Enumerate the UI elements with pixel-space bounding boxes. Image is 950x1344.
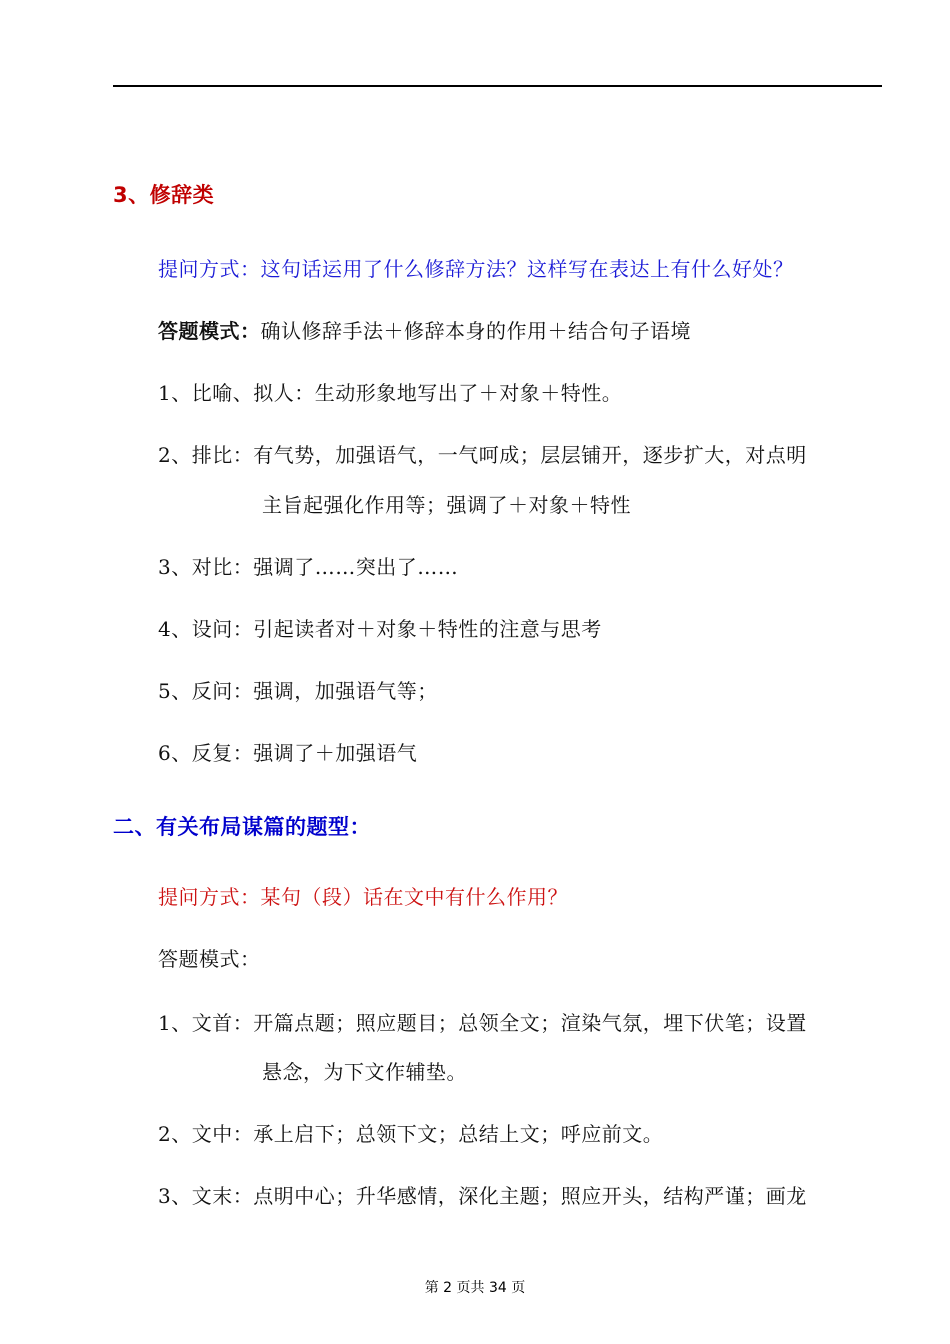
list-item: 3、文末：点明中心；升华感情，深化主题；照应开头，结构严谨；画龙 — [158, 1184, 807, 1208]
list-item: 6、反复：强调了＋加强语气 — [158, 741, 418, 765]
list-item: 3、对比：强调了……突出了…… — [158, 555, 459, 579]
list-item: 2、文中：承上启下；总领下文；总结上文；呼应前文。 — [158, 1122, 664, 1146]
section-heading-rhetoric: 3、修辞类 — [113, 183, 215, 207]
header-rule — [113, 85, 882, 87]
section-heading-layout: 二、有关布局谋篇的题型： — [113, 815, 371, 839]
answer-mode-layout-label: 答题模式： — [158, 947, 261, 971]
question-prompt-rhetoric: 提问方式：这句话运用了什么修辞方法？这样写在表达上有什么好处？ — [158, 257, 794, 281]
list-item: 2、排比：有气势，加强语气，一气呵成；层层铺开，逐步扩大，对点明 — [158, 443, 807, 467]
list-item: 5、反问：强调，加强语气等； — [158, 679, 438, 703]
list-item: 4、设问：引起读者对＋对象＋特性的注意与思考 — [158, 617, 602, 641]
list-item: 1、文首：开篇点题；照应题目；总领全文；渲染气氛，埋下伏笔；设置 — [158, 1011, 807, 1035]
answer-mode-text: 确认修辞手法＋修辞本身的作用＋结合句子语境 — [260, 319, 691, 343]
question-prompt-layout: 提问方式：某句（段）话在文中有什么作用？ — [158, 885, 568, 909]
list-item: 1、比喻、拟人：生动形象地写出了＋对象＋特性。 — [158, 381, 623, 405]
list-item-continuation: 悬念，为下文作辅垫。 — [262, 1060, 467, 1084]
answer-mode-label: 答题模式： — [158, 319, 261, 343]
answer-mode-rhetoric — [158, 318, 691, 344]
page-number: 第 2 页共 34 页 — [424, 1280, 526, 1296]
list-item-continuation: 主旨起强化作用等；强调了＋对象＋特性 — [262, 493, 631, 517]
